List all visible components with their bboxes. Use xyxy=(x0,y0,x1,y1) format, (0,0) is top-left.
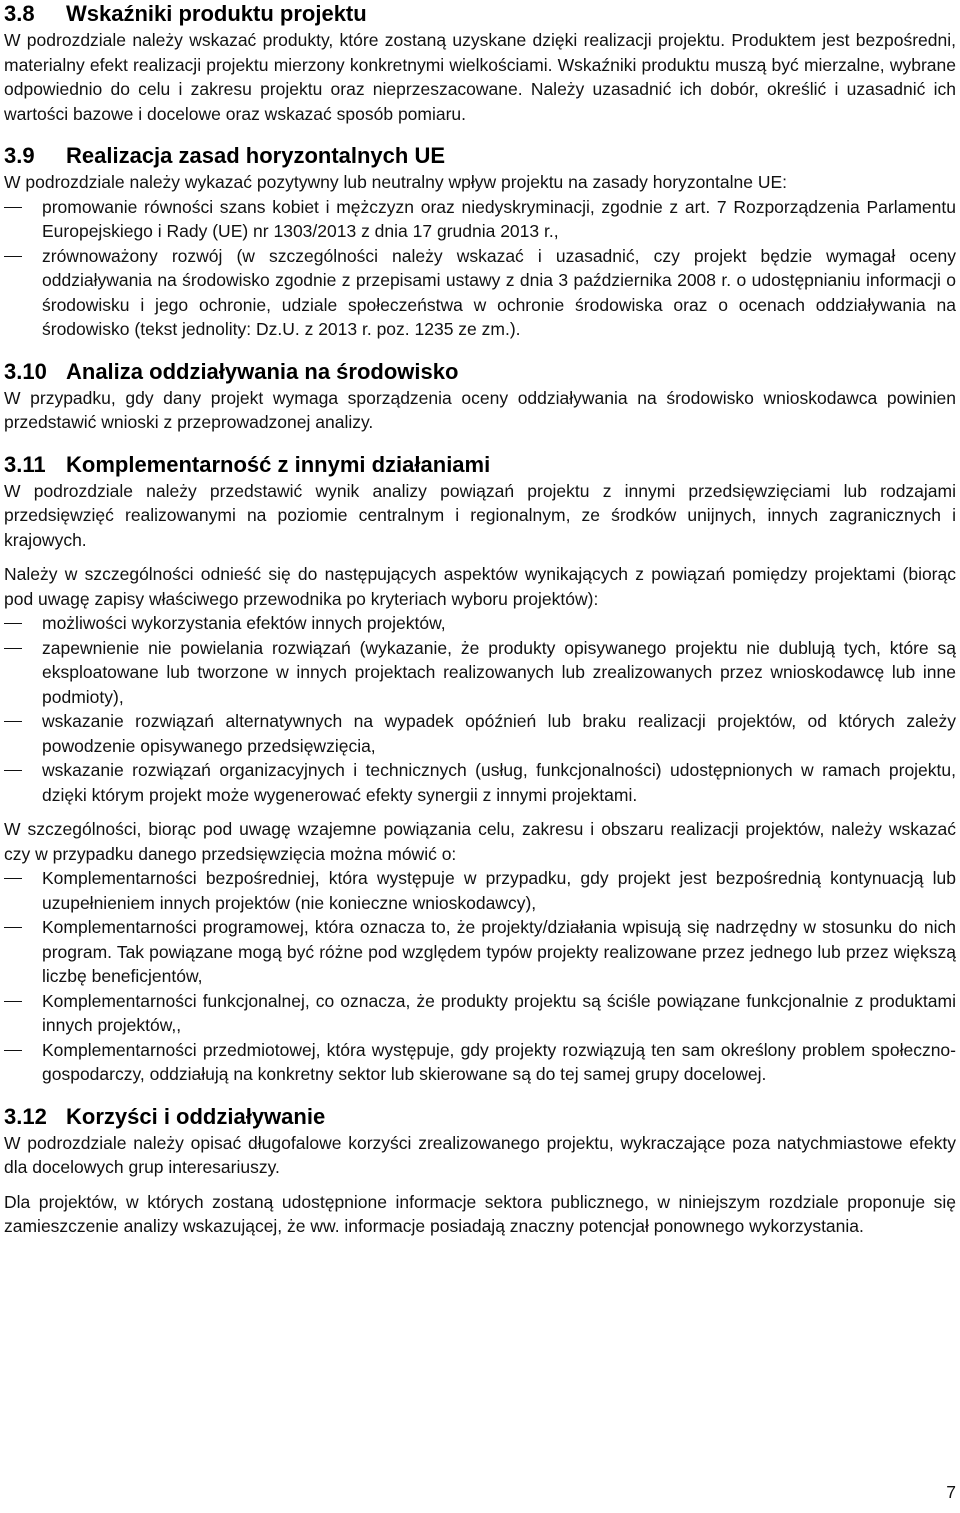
dash-list xyxy=(4,866,956,1087)
section-title: Korzyści i oddziaływanie xyxy=(66,1103,326,1129)
section-3-12 xyxy=(4,1103,956,1239)
section-3-10 xyxy=(4,358,956,435)
paragraph: Dla projektów, w których zostaną udostępnione informacje sektora publicznego, w niniejszym rozdziale proponuje się zamieszczenie analizy wskazującej, że ww. informacje posiadają znaczny potencjał ponownego wykorzystania. xyxy=(4,1191,956,1236)
section-heading xyxy=(4,1103,956,1131)
section-title: Wskaźniki produktu projektu xyxy=(66,1,367,26)
paragraph: W podrozdziale należy opisać długofalowe korzyści zrealizowanego projektu, wykraczające poza natychmiastowe efekty dla docelowych grup interesariuszy. xyxy=(4,1132,956,1177)
section-number: 3.8 xyxy=(4,1,35,26)
section-number: 3.9 xyxy=(4,143,35,168)
section-number: 3.10 xyxy=(4,358,47,384)
section-title: Analiza oddziaływania na środowisko xyxy=(66,358,459,384)
section-heading xyxy=(4,358,956,386)
section-heading xyxy=(4,142,956,170)
list-item: możliwości wykorzystania efektów innych projektów, xyxy=(42,613,446,633)
paragraph: W podrozdziale należy wykazać pozytywny lub neutralny wpływ projektu na zasady horyzontalne UE: xyxy=(4,172,788,192)
list-item: Komplementarności przedmiotowej, która występuje, gdy projekty rozwiązują ten sam określony problem społeczno-gospodarczy, oddziałują na konkretny sektor lub skierowane są do tej samej grupy docelowej. xyxy=(42,1039,956,1084)
dash-list xyxy=(4,611,956,807)
section-title: Realizacja zasad horyzontalnych UE xyxy=(66,143,446,168)
document-page xyxy=(4,0,956,1239)
list-item: Komplementarności funkcjonalnej, co oznacza, że produkty projektu są ściśle powiązane funkcjonalnie z produktami innych projektów,, xyxy=(42,990,956,1035)
paragraph: W podrozdziale należy przedstawić wynik analizy powiązań projektu z innymi przedsięwzięciami lub rodzajami przedsięwzięć realizowanymi na poziomie centralnym i regionalnym, ze środków unijnych, innych zagranicznych i krajowych. xyxy=(4,480,956,550)
section-heading xyxy=(4,0,956,28)
section-number: 3.12 xyxy=(4,1103,47,1129)
section-title: Komplementarność z innymi działaniami xyxy=(66,451,491,477)
paragraph: W podrozdziale należy wskazać produkty, które zostaną uzyskane dzięki realizacji projektu. Produktem jest bezpośredni, materialny efekt realizacji projektu mierzony konkretnymi wielkościami. Wskaźniki produktu muszą być mierzalne, wybrane odpowiednio do celu i zakresu projektu oraz nieprzeszacowane. Należy uzasadnić ich dobór, określić i uzasadnić ich wartości bazowe i docelowe oraz wskazać sposób pomiaru. xyxy=(4,30,956,124)
paragraph: W przypadku, gdy dany projekt wymaga sporządzenia oceny oddziaływania na środowisko wnioskodawca powinien przedstawić wnioski z przeprowadzonej analizy. xyxy=(4,387,956,432)
dash-list xyxy=(4,195,956,342)
list-item: wskazanie rozwiązań alternatywnych na wypadek opóźnień lub braku realizacji projektów, od których zależy powodzenie opisywanego przedsięwzięcia, xyxy=(42,711,956,756)
list-item: promowanie równości szans kobiet i mężczyzn oraz niedyskryminacji, zgodnie z art. 7 Rozporządzenia Parlamentu Europejskiego i Rady (UE) nr 1303/2013 z dnia 17 grudnia 2013 r., xyxy=(42,196,956,241)
list-item: zrównoważony rozwój (w szczególności należy wskazać i uzasadnić, czy projekt będzie wymagał oceny oddziaływania na środowisko zgodnie z przepisami ustawy z dnia 3 października 2008 r. o udostępnianiu informacji o środowisku i jego ochronie, udziale społeczeństwa w ochronie środowiska oraz o ocenach oddziaływania na środowisko (tekst jednolity: Dz.U. z 2013 r. poz. 1235 ze zm.). xyxy=(42,245,956,339)
list-item: Komplementarności bezpośredniej, która występuje w przypadku, gdy projekt jest bezpośrednią kontynuacją lub uzupełnieniem innych projektów (nie konieczne wnioskodawcy), xyxy=(42,868,956,913)
section-3-9 xyxy=(4,142,956,342)
paragraph: Należy w szczególności odnieść się do następujących aspektów wynikających z powiązań pomiędzy projektami (biorąc pod uwagę zapisy właściwego przewodnika po kryteriach wyboru projektów): xyxy=(4,564,956,609)
page-number: 7 xyxy=(946,1482,956,1502)
section-3-8 xyxy=(4,0,956,126)
section-heading xyxy=(4,451,956,479)
list-item: Komplementarności programowej, która oznacza to, że projekty/działania wpisują się nadrzędny w stosunku do nich program. Tak powiązane mogą być różne pod względem typów projekty realizowane przez jednego lub przez większą liczbę beneficjentów, xyxy=(42,917,956,986)
paragraph: W szczególności, biorąc pod uwagę wzajemne powiązania celu, zakresu i obszaru realizacji projektów, należy wskazać czy w przypadku danego przedsięwzięcia można mówić o: xyxy=(4,819,956,864)
list-item: zapewnienie nie powielania rozwiązań (wykazanie, że produkty opisywanego projektu nie dublują tych, które są eksploatowane lub tworzone w innych projektach realizowanych lub zrealizowanych przez wnioskodawcę lub inne podmioty), xyxy=(42,637,956,707)
list-item: wskazanie rozwiązań organizacyjnych i technicznych (usług, funkcjonalności) udostępnionych w ramach projektu, dzięki którym projekt może wygenerować efekty synergii z innymi projektami. xyxy=(42,760,956,805)
section-number: 3.11 xyxy=(4,451,46,477)
section-3-11 xyxy=(4,451,956,1087)
